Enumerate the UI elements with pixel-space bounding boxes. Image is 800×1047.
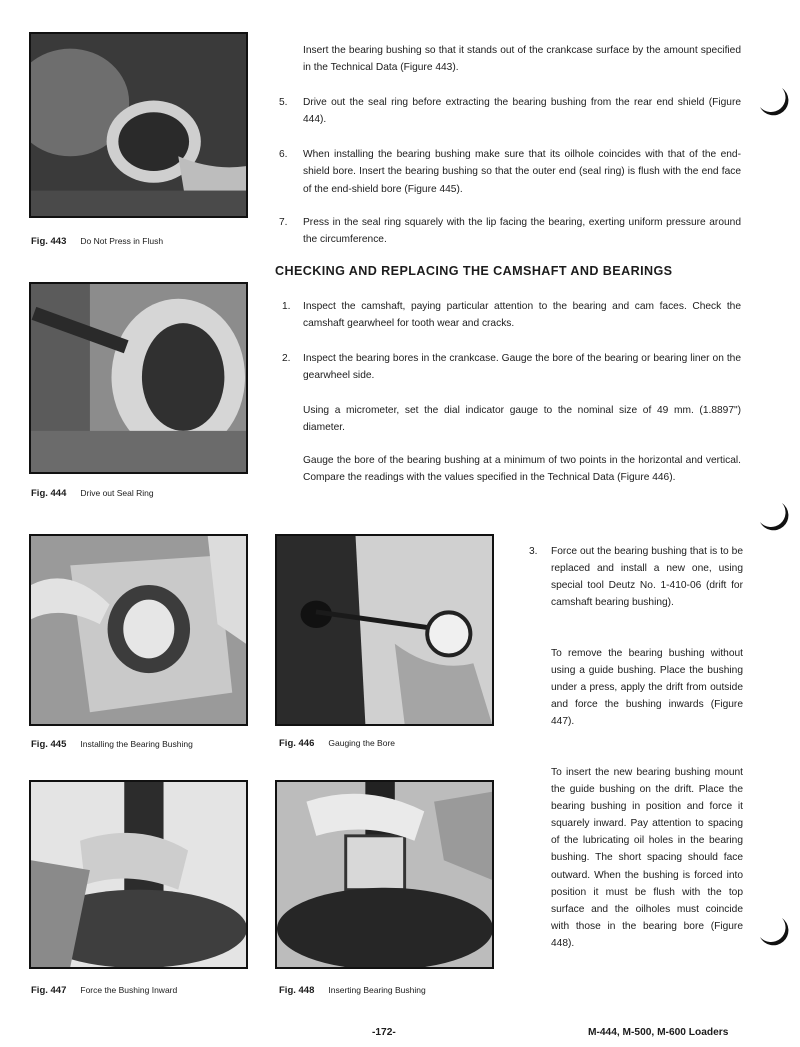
figure-number: Fig. 443	[31, 236, 67, 247]
figure-443-photo	[29, 32, 248, 218]
binder-hole-mark-top	[756, 85, 790, 119]
binder-hole-mark-bottom	[756, 915, 790, 949]
figure-448-photo	[275, 780, 494, 969]
figure-title: Gauging the Bore	[328, 738, 396, 748]
figure-title: Force the Bushing Inward	[80, 985, 178, 995]
figure-445-caption	[31, 739, 193, 750]
figure-number: Fig. 446	[279, 738, 315, 749]
figure-number: Fig. 444	[31, 488, 67, 499]
figure-number: Fig. 448	[279, 985, 315, 996]
section-heading: CHECKING AND REPLACING THE CAMSHAFT AND BEARINGS	[275, 264, 673, 278]
step-1-text: Inspect the camshaft, paying particular attention to the bearing and cam faces. Check the camshaft gearwheel for tooth wear and cracks.	[303, 301, 741, 330]
figure-445-photo	[29, 534, 248, 726]
remove-paragraph: To remove the bearing bushing without using a guide bushing. Place the bushing under a press, apply the drift from outside and force the bushing inwards (Figure 447).	[551, 648, 743, 728]
model-label: M-444, M-500, M-600 Loaders	[588, 1027, 729, 1038]
figure-title: Do Not Press in Flush	[80, 236, 164, 246]
intro-paragraph: Insert the bearing bushing so that it stands out of the crankcase surface by the amount specified in the Technical Data (Figure 443).	[303, 45, 741, 74]
step-7-text: Press in the seal ring squarely with the lip facing the bearing, exerting uniform pressure around the circumference.	[303, 217, 741, 246]
figure-446-caption	[279, 738, 395, 749]
step-5-text: Drive out the seal ring before extracting the bearing bushing from the rear end shield (Figure 444).	[303, 97, 741, 126]
step-7-number: 7.	[279, 217, 288, 228]
step-2-number: 2.	[282, 353, 291, 364]
step-2-text: Inspect the bearing bores in the crankcase. Gauge the bore of the bearing or bearing liner on the gearwheel side.	[303, 353, 741, 382]
figure-446-photo	[275, 534, 494, 726]
step-3-number: 3.	[529, 546, 538, 557]
figure-447-caption	[31, 985, 177, 996]
gauge-paragraph: Gauge the bore of the bearing bushing at a minimum of two points in the horizontal and vertical. Compare the readings with the values specified in the Technical Data (Figure 446).	[303, 455, 741, 484]
step-1-number: 1.	[282, 301, 291, 312]
figure-444-caption	[31, 488, 154, 499]
figure-447-photo	[29, 780, 248, 969]
figure-number: Fig. 445	[31, 739, 67, 750]
figure-448-caption	[279, 985, 426, 996]
micrometer-paragraph: Using a micrometer, set the dial indicator gauge to the nominal size of 49 mm. (1.8897") diameter.	[303, 405, 741, 434]
binder-hole-mark-middle	[756, 500, 790, 534]
figure-title: Inserting Bearing Bushing	[328, 985, 426, 995]
step-6-number: 6.	[279, 149, 288, 160]
figure-title: Drive out Seal Ring	[80, 488, 154, 498]
insert-paragraph: To insert the new bearing bushing mount the guide bushing on the drift. Place the bearing bushing in position and force it squarely inward. Pay attention to spacing of the lubricating oil holes in the bearing bushing. The short spacing should face outward. When the bushing is forced into position it must be flush with the top surface and the oilholes must coincide with those in the bearing bore (Figure 448).	[551, 767, 743, 949]
step-3-text: Force out the bearing bushing that is to be replaced and install a new one, using special tool Deutz No. 1-410-06 (drift for camshaft bearing bushing).	[551, 546, 743, 609]
figure-title: Installing the Bearing Bushing	[80, 739, 193, 749]
figure-444-photo	[29, 282, 248, 474]
figure-443-caption	[31, 236, 163, 247]
step-5-number: 5.	[279, 97, 288, 108]
page-number: -172-	[372, 1027, 396, 1038]
figure-number: Fig. 447	[31, 985, 67, 996]
step-6-text: When installing the bearing bushing make sure that its oilhole coincides with that of the end-shield bore. Insert the bearing bushing so that the outer end (seal ring) is flush with the end face of the end-shield bore (Figure 445).	[303, 149, 741, 195]
